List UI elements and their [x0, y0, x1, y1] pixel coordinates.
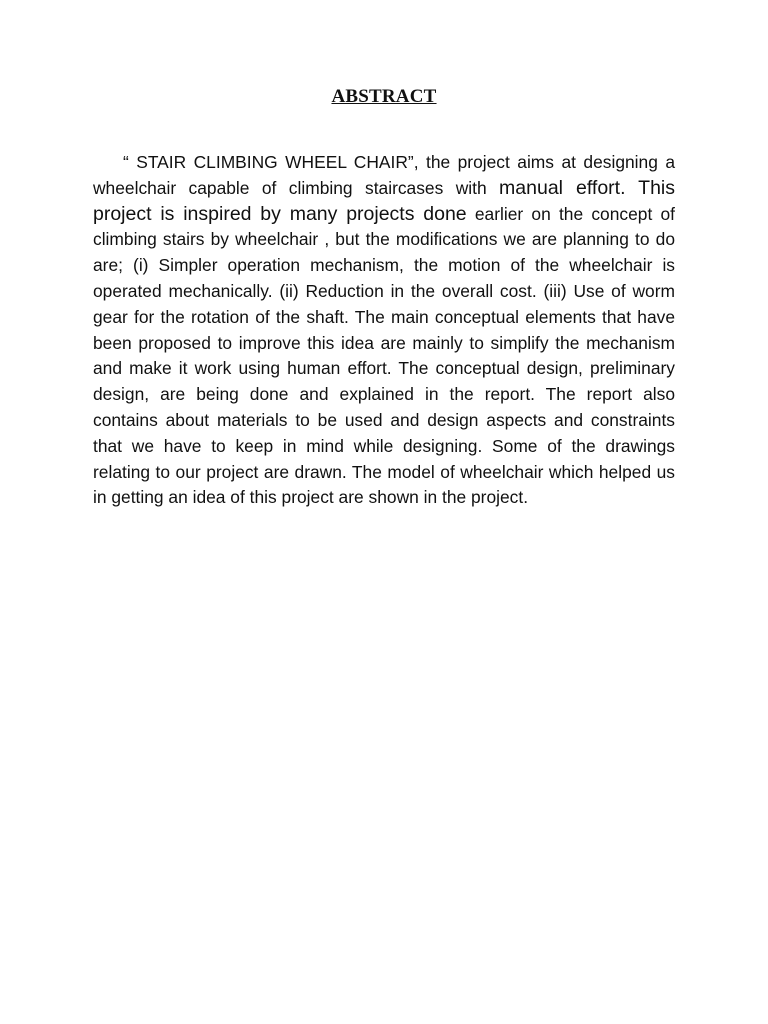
abstract-text-part-2: earlier on the concept of climbing stairs by wheelchair , but the modifications we are planning to do are; (i) Simpler operation mechanism, the motion of the wheelchair is operated mechanically. (ii) Reduction in the overall cost. (iii) Use of worm gear for the rotation of the shaft. The main conceptual elements that have been proposed to improve this idea are mainly to simplify the mechanism and make it work using human effort. The conceptual design, preliminary design, are being done and explained in the report. The report also contains about materials to be used and design aspects and constraints that we have to keep in mind while designing. Some of the drawings relating to our project are drawn. The model of wheelchair which helped us in getting an idea of this project are shown in the project. [93, 203, 675, 508]
abstract-paragraph [93, 150, 675, 511]
abstract-text-emphasis: manual effort. This project is inspired by many projects done [93, 176, 675, 225]
abstract-text-part-1: “ STAIR CLIMBING WHEEL CHAIR”, the project aims at designing a wheelchair capable of climbing staircases with [93, 152, 675, 198]
abstract-heading: ABSTRACT [331, 86, 437, 107]
